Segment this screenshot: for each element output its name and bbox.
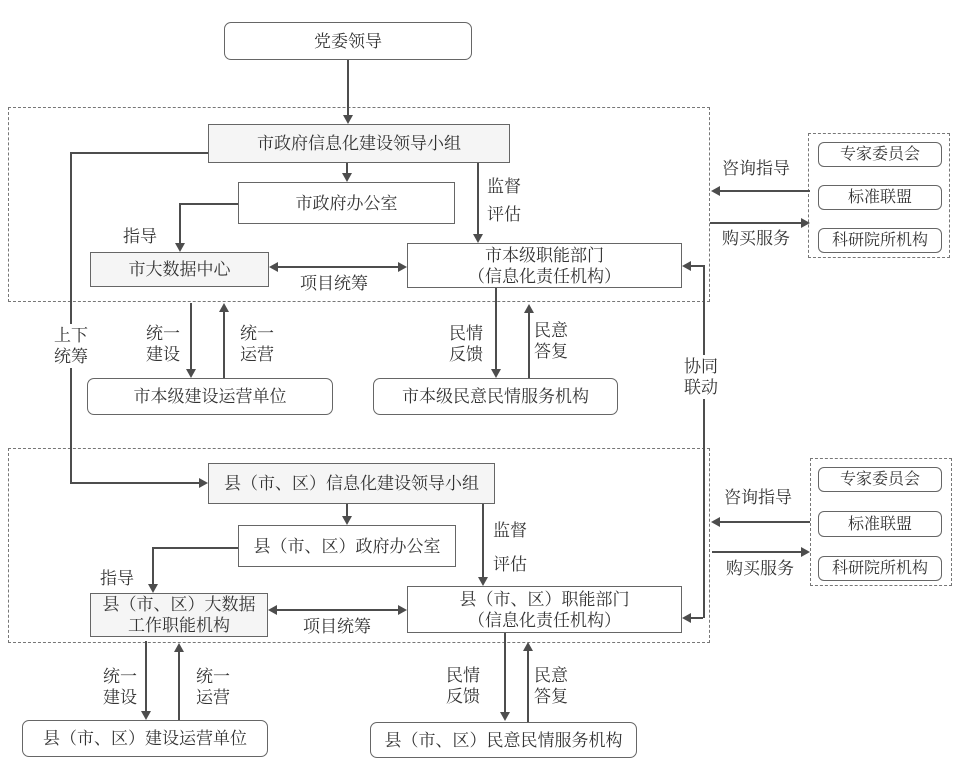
city-leading-group-box: [208, 124, 510, 163]
city-unified-build-label: 统一 建设: [146, 324, 180, 364]
county-consult-guidance-label: 咨询指导: [724, 488, 792, 507]
connector-synergy-vertical: [703, 265, 705, 618]
city-gov-office-box: [238, 182, 455, 224]
arrowhead-down-icon: [478, 577, 488, 586]
party-leadership-label: 党委领导: [314, 31, 382, 51]
city-bigdata-center-label: 市大数据中心: [128, 260, 231, 279]
arrowhead-down-icon: [500, 712, 510, 721]
city-functional-dept-line2: （信息化责任机构）: [468, 266, 621, 286]
city-expert-committee-box: [818, 142, 942, 167]
connector-county-consult: [719, 521, 810, 523]
arrowhead-down-icon: [186, 369, 196, 378]
arrowhead-down-icon: [175, 243, 185, 252]
connector-synergy-bottom-jog: [690, 617, 703, 619]
party-leadership-box: [224, 22, 472, 60]
connector-city-supervise-evaluate: [477, 163, 479, 235]
arrowhead-left-icon: [269, 262, 278, 272]
connector-city-guidance-horizontal: [179, 203, 238, 205]
county-bigdata-agency-line2: 工作职能机构: [128, 616, 230, 635]
city-functional-dept-box: [407, 243, 682, 288]
connector-county-purchase: [712, 551, 802, 553]
arrowhead-up-icon: [523, 642, 533, 651]
arrowhead-left-icon: [268, 605, 277, 615]
arrowhead-left-icon: [711, 517, 720, 527]
connector-updown-top-segment: [70, 152, 208, 154]
city-functional-dept-line1: 市本级职能部门: [485, 245, 604, 265]
connector-county-unified-build: [145, 641, 147, 712]
arrowhead-up-icon: [219, 303, 229, 312]
county-unified-build-label: 统一 建设: [103, 667, 137, 707]
connector-county-guidance-horizontal: [152, 547, 238, 549]
arrowhead-down-icon: [491, 369, 501, 378]
city-opinion-reply-label: 民意 答复: [534, 321, 568, 361]
arrowhead-right-icon: [801, 547, 810, 557]
connector-party-to-city-leading-group: [347, 60, 349, 117]
connector-city-purchase: [710, 222, 801, 224]
connector-county-project-overall: [276, 609, 400, 611]
city-bigdata-center-box: [90, 252, 269, 287]
city-supervise-label: 监督: [487, 177, 521, 196]
connector-city-unified-build: [190, 303, 192, 370]
arrowhead-left-icon: [711, 186, 720, 196]
arrowhead-up-icon: [524, 304, 534, 313]
county-functional-dept-box: [407, 586, 682, 633]
connector-city-consult: [719, 190, 810, 192]
connector-city-project-overall: [277, 266, 400, 268]
county-leading-group-label: 县（市、区）信息化建设领导小组: [224, 474, 479, 493]
synergy-linkage-label: 协同 联动: [681, 355, 721, 399]
arrowhead-down-icon: [148, 584, 158, 593]
city-guidance-label: 指导: [123, 227, 157, 246]
county-evaluate-label: 评估: [493, 555, 527, 574]
county-opinion-agency-label: 县（市、区）民意民情服务机构: [384, 730, 623, 750]
city-build-operate-unit-box: [87, 378, 333, 415]
county-expert-committee-box: [818, 467, 942, 492]
county-gov-office-label: 县（市、区）政府办公室: [253, 536, 441, 556]
city-opinion-agency-box: [373, 378, 618, 415]
connector-synergy-top-jog: [690, 265, 703, 267]
connector-city-unified-operate: [223, 312, 225, 378]
arrowhead-right-icon: [801, 218, 810, 228]
arrowhead-down-icon: [342, 516, 352, 525]
county-project-overall-label: 项目统筹: [303, 617, 371, 636]
arrowhead-down-icon: [343, 115, 353, 124]
county-gov-office-box: [238, 525, 456, 567]
connector-city-opinion-reply: [528, 313, 530, 378]
city-build-operate-unit-label: 市本级建设运营单位: [133, 387, 287, 406]
arrowhead-down-icon: [342, 173, 352, 182]
arrowhead-right-icon: [398, 262, 407, 272]
county-opinion-reply-label: 民意 答复: [534, 666, 568, 706]
arrowhead-right-icon: [199, 478, 208, 488]
city-expert-committee-label: 专家委员会: [839, 146, 920, 163]
county-bigdata-agency-box: [90, 593, 268, 637]
county-build-operate-unit-box: [22, 720, 268, 757]
city-unified-operate-label: 统一 运营: [240, 324, 274, 364]
connector-county-supervise-evaluate: [482, 504, 484, 578]
county-research-institute-label: 科研院所机构: [831, 560, 928, 577]
arrowhead-left-icon: [682, 613, 691, 623]
arrowhead-left-icon: [682, 261, 691, 271]
county-research-institute-box: [818, 556, 942, 581]
connector-updown-vertical: [70, 152, 72, 483]
arrowhead-down-icon: [141, 711, 151, 720]
city-gov-office-label: 市政府办公室: [295, 193, 398, 213]
connector-county-sentiment-feedback: [504, 633, 506, 713]
county-opinion-agency-box: [370, 722, 637, 758]
city-purchase-service-label: 购买服务: [722, 229, 790, 248]
city-consult-guidance-label: 咨询指导: [722, 159, 790, 178]
city-standard-alliance-box: [818, 185, 942, 210]
city-standard-alliance-label: 标准联盟: [847, 189, 912, 206]
county-expert-committee-label: 专家委员会: [839, 471, 920, 488]
city-project-overall-label: 项目统筹: [300, 274, 368, 293]
county-unified-operate-label: 统一 运营: [196, 667, 230, 707]
connector-city-guidance-vertical: [179, 203, 181, 244]
county-sentiment-feedback-label: 民情 反馈: [446, 666, 480, 706]
connector-updown-bottom-segment: [70, 482, 200, 484]
connector-county-opinion-reply: [527, 651, 529, 722]
arrowhead-up-icon: [174, 643, 184, 652]
city-research-institute-box: [818, 228, 942, 253]
county-leading-group-box: [208, 463, 495, 504]
county-functional-dept-line2: （信息化责任机构）: [468, 610, 621, 630]
connector-county-unified-operate: [178, 652, 180, 720]
arrowhead-down-icon: [473, 234, 483, 243]
city-sentiment-feedback-label: 民情 反馈: [449, 324, 483, 364]
arrowhead-right-icon: [398, 605, 407, 615]
county-build-operate-unit-label: 县（市、区）建设运营单位: [43, 729, 247, 748]
county-standard-alliance-label: 标准联盟: [847, 515, 912, 533]
county-purchase-service-label: 购买服务: [726, 559, 794, 578]
city-leading-group-label: 市政府信息化建设领导小组: [257, 134, 461, 153]
county-standard-alliance-box: [818, 511, 942, 537]
connector-city-sentiment-feedback: [495, 288, 497, 370]
city-research-institute-label: 科研院所机构: [831, 232, 928, 249]
city-evaluate-label: 评估: [487, 205, 521, 224]
updown-coordination-label: 上下 统筹: [51, 324, 91, 368]
county-supervise-label: 监督: [493, 521, 527, 540]
county-guidance-label: 指导: [100, 569, 134, 588]
county-bigdata-agency-line1: 县（市、区）大数据: [102, 595, 256, 614]
connector-county-guidance-vertical: [152, 547, 154, 585]
county-functional-dept-line1: 县（市、区）职能部门: [459, 589, 630, 609]
city-opinion-agency-label: 市本级民意民情服务机构: [402, 387, 589, 406]
